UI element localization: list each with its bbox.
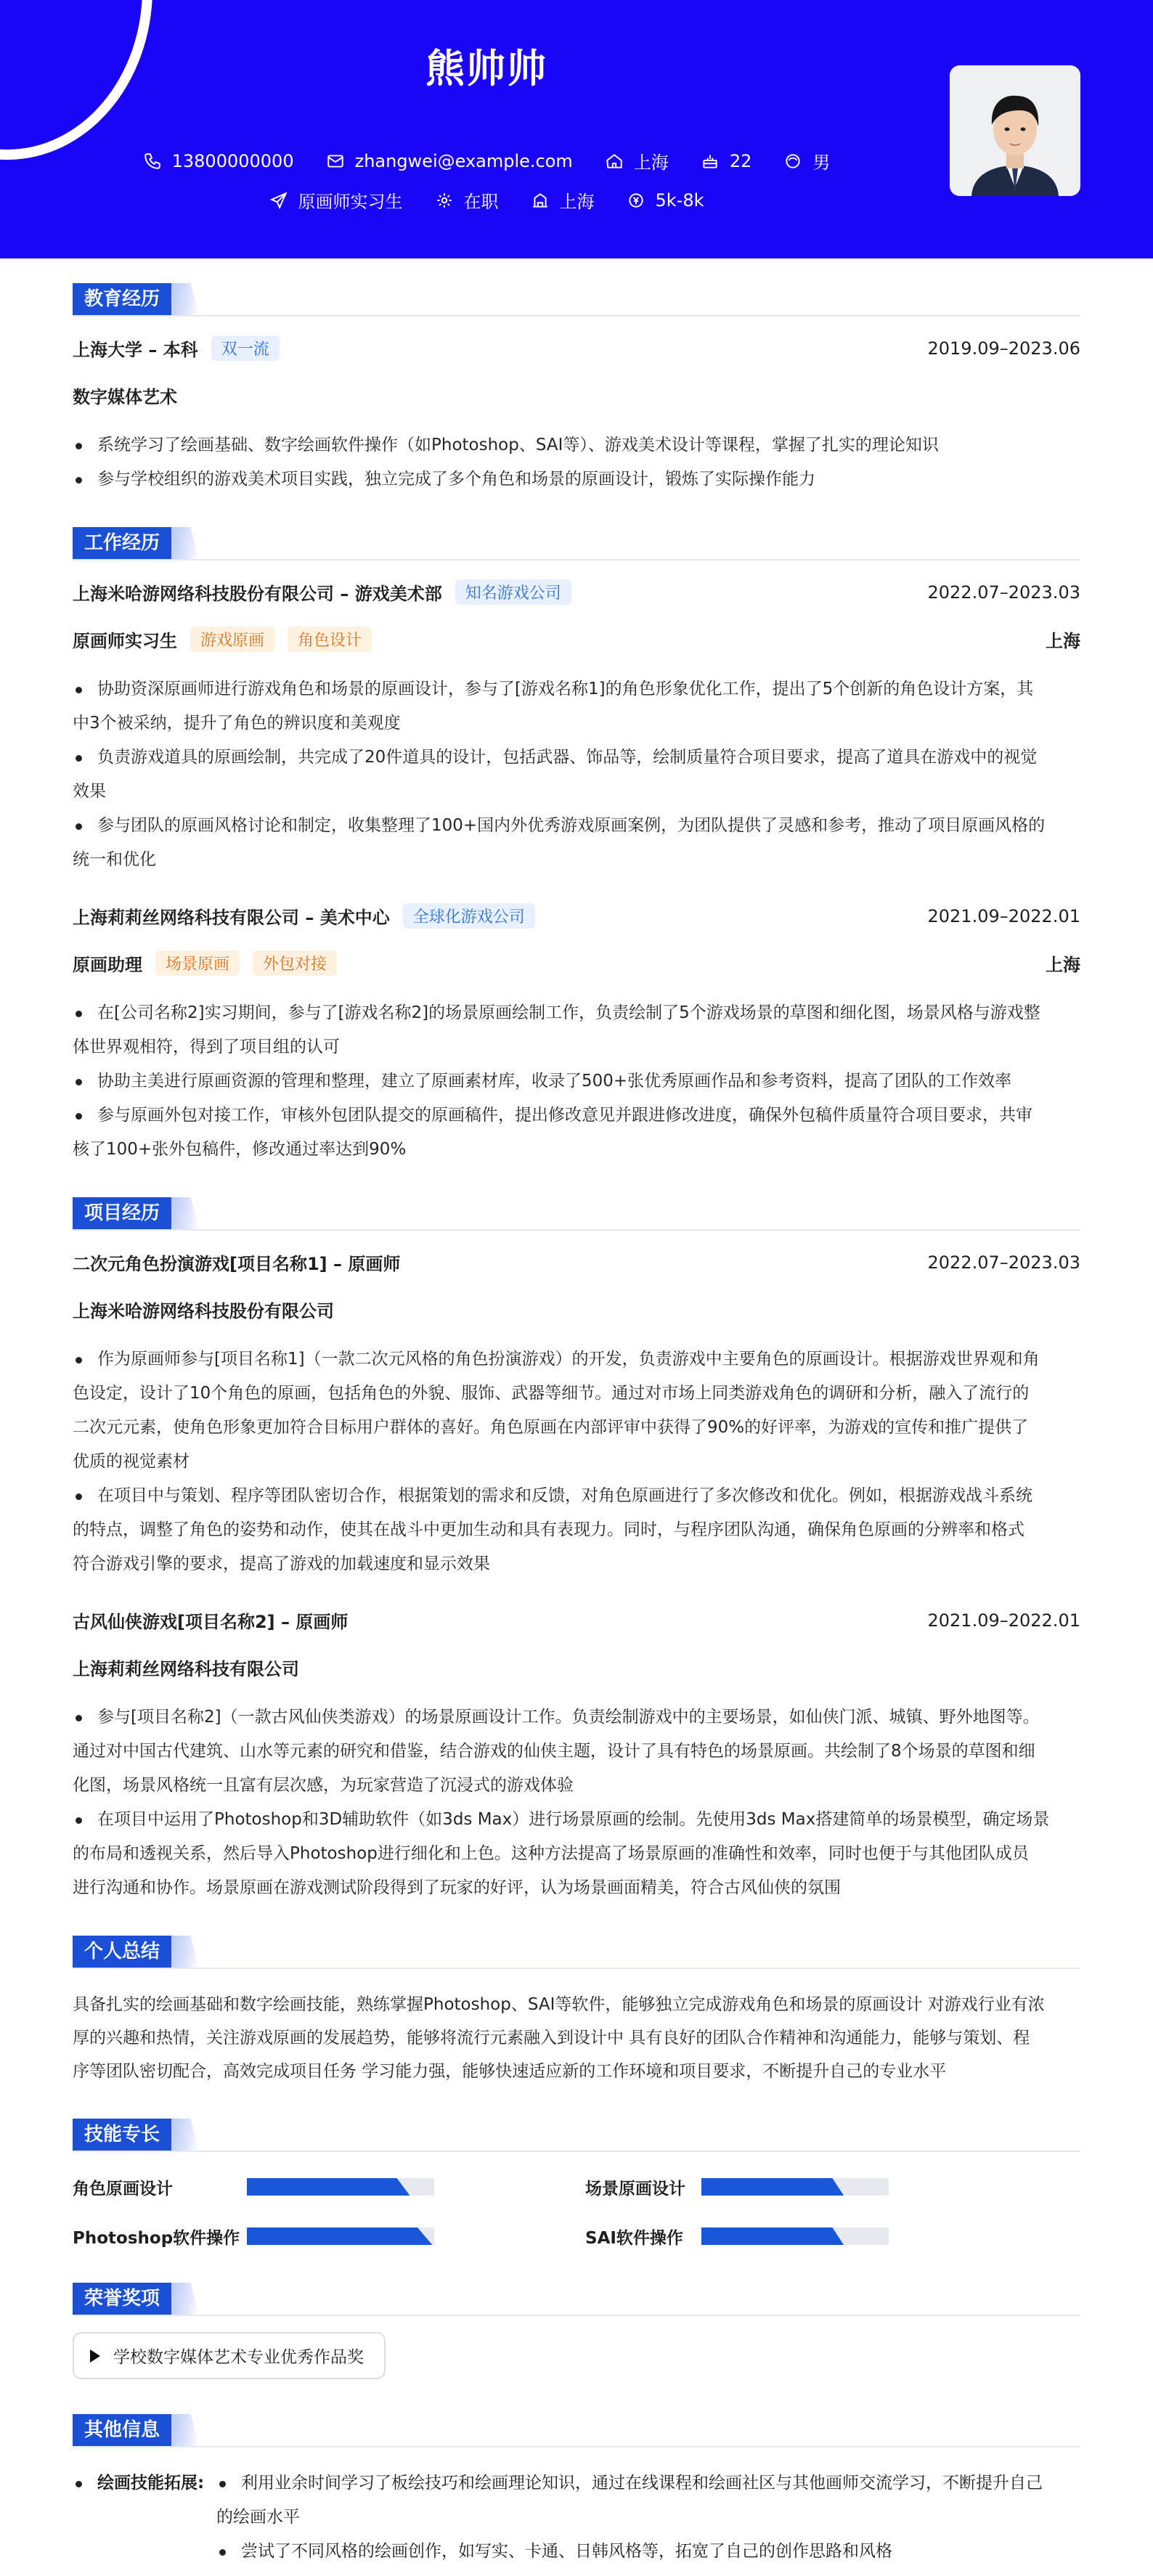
list-item: 协助主美进行原画资源的管理和整理，建立了原画素材库，收录了500+张优秀原画作品和参考资料，提高了团队的工作效率 bbox=[73, 1064, 1080, 1099]
list-item-continued: 色设定，设计了10个角色的原画，包括角色的外貌、服饰、武器等细节。通过对市场上同类游戏角色的调研和分析，融入了流行的 bbox=[73, 1384, 1030, 1403]
section-title-decoration bbox=[171, 2119, 199, 2151]
job-date: 2021.09–2022.01 bbox=[927, 905, 1080, 926]
projects-section bbox=[73, 1196, 1080, 1905]
project-title: 古风仙侠游戏[项目名称2] – 原画师 bbox=[73, 1612, 349, 1632]
job-role-row bbox=[73, 950, 1080, 976]
candidate-name: 熊帅帅 bbox=[425, 46, 547, 91]
send-icon bbox=[269, 191, 288, 210]
list-item-continued: 的特点，调整了角色的姿势和动作，使其在战斗中更加生动和具有表现力。同时，与程序团队沟通，确保角色原画的分辨率和格式 bbox=[73, 1520, 1024, 1539]
phone-icon bbox=[143, 152, 162, 171]
school-tag: 双一流 bbox=[211, 335, 280, 361]
resume-body bbox=[73, 282, 1080, 2576]
job-date: 2022.07–2023.03 bbox=[927, 582, 1080, 603]
education-heading bbox=[73, 282, 1080, 317]
summary-section bbox=[73, 1934, 1080, 2088]
role-tag: 外包对接 bbox=[253, 950, 337, 976]
list-item: 尝试了不同风格的绘画创作，如写实、卡通、日韩风格等，拓宽了自己的创作思路和风格 bbox=[216, 2535, 1043, 2569]
role-tag: 角色设计 bbox=[288, 627, 372, 652]
profile-photo bbox=[950, 65, 1080, 196]
job-location: 上海 bbox=[1046, 955, 1080, 975]
education-details bbox=[73, 428, 1080, 497]
list-item: 参与团队的原画风格讨论和制定，收集整理了100+国内外优秀游戏原画案例，为团队提供了灵感和参考，推动了项目原画风格的 bbox=[73, 809, 1080, 843]
summary-text bbox=[73, 1988, 1080, 2088]
contact-row bbox=[0, 148, 973, 174]
major: 数字媒体艺术 bbox=[73, 387, 177, 407]
other-info-row bbox=[73, 2466, 1080, 2569]
skill-item bbox=[585, 2220, 1080, 2252]
section-title: 教育经历 bbox=[73, 283, 173, 315]
section-title-decoration bbox=[171, 2283, 199, 2315]
project-date: 2021.09–2022.01 bbox=[927, 1610, 1080, 1631]
work-section bbox=[73, 526, 1080, 1167]
project-details bbox=[73, 1700, 1080, 1905]
list-item-continued: 统一和优化 bbox=[73, 850, 156, 869]
other-info-label: 绘画技能拓展: bbox=[73, 2466, 216, 2569]
job-row bbox=[73, 579, 1080, 605]
list-item-continued: 效果 bbox=[73, 782, 106, 801]
mail-icon bbox=[326, 152, 345, 171]
city-text: 上海 bbox=[633, 152, 669, 173]
award-item[interactable] bbox=[73, 2332, 386, 2379]
job-details bbox=[73, 996, 1080, 1167]
triangle-right-icon bbox=[90, 2349, 100, 2363]
phone-item bbox=[143, 151, 294, 171]
skill-name: 场景原画设计 bbox=[585, 2179, 685, 2198]
skill-bar bbox=[247, 2227, 434, 2245]
skills-grid bbox=[73, 2171, 1080, 2252]
gender-icon bbox=[783, 152, 802, 171]
skill-bar-fill bbox=[701, 2227, 844, 2245]
list-item: 协助资深原画师进行游戏角色和场景的原画设计，参与了[游戏名称1]的角色形象优化工作，提出了5个创新的角色设计方案，其 bbox=[73, 672, 1080, 706]
salary-text: 5k-8k bbox=[655, 189, 704, 211]
role-tag: 游戏原画 bbox=[190, 627, 274, 652]
list-item-continued: 的绘画水平 bbox=[216, 2508, 300, 2527]
section-title: 项目经历 bbox=[73, 1197, 173, 1229]
list-item: 参与[项目名称2]（一款古风仙侠类游戏）的场景原画设计工作。负责绘制游戏中的主要场景，如仙侠门派、城镇、野外地图等。 bbox=[73, 1700, 1080, 1735]
list-item: 参与学校组织的游戏美术项目实践，独立完成了多个角色和场景的原画设计，锻炼了实际操作能力 bbox=[73, 462, 1080, 497]
section-title-decoration bbox=[171, 1936, 199, 1968]
skill-item bbox=[73, 2220, 585, 2252]
status-text: 在职 bbox=[463, 192, 499, 212]
list-item-continued: 二次元元素，使角色形象更加符合目标用户群体的喜好。角色原画在内部评审中获得了90%的好评率，为游戏的宣传和推广提供了 bbox=[73, 1418, 1029, 1437]
target-city-item bbox=[531, 187, 595, 213]
education-date: 2019.09–2023.06 bbox=[927, 338, 1080, 359]
status-item bbox=[435, 187, 499, 213]
project-row bbox=[73, 1250, 1080, 1275]
list-item-continued: 符合游戏引擎的要求，提高了游戏的加载速度和显示效果 bbox=[73, 1554, 490, 1573]
section-title-decoration bbox=[171, 1197, 199, 1229]
gender-item bbox=[783, 148, 830, 174]
job-role: 原画师实习生 bbox=[73, 631, 177, 651]
project-details bbox=[73, 1342, 1080, 1581]
job-location: 上海 bbox=[1046, 631, 1080, 651]
section-title: 荣誉奖项 bbox=[73, 2283, 173, 2315]
summary-line: 序等团队密切配合，高效完成项目任务 学习能力强，能够快速适应新的工作环境和项目要求，不断提升自己的专业水平 bbox=[73, 2062, 947, 2081]
award-name: 学校数字媒体艺术专业优秀作品奖 bbox=[113, 2348, 364, 2367]
list-item: 负责游戏道具的原画绘制，共完成了20件道具的设计，包括武器、饰品等，绘制质量符合项目要求，提高了道具在游戏中的视觉 bbox=[73, 741, 1080, 775]
skill-bar bbox=[701, 2178, 889, 2196]
project-company: 上海米哈游网络科技股份有限公司 bbox=[73, 1301, 334, 1321]
section-title: 技能专长 bbox=[73, 2119, 173, 2151]
email-text: zhangwei@example.com bbox=[354, 150, 573, 171]
section-title-decoration bbox=[171, 2414, 199, 2446]
other-section bbox=[73, 2413, 1080, 2569]
gender-text: 男 bbox=[812, 152, 831, 173]
list-item-continued: 中3个被采纳，提升了角色的辨识度和美观度 bbox=[73, 714, 401, 733]
building-icon bbox=[531, 191, 550, 210]
other-info-list bbox=[216, 2466, 1043, 2569]
education-row bbox=[73, 335, 1080, 361]
age-text: 22 bbox=[729, 150, 752, 171]
list-item-continued: 体世界观相符，得到了项目组的认可 bbox=[73, 1038, 340, 1056]
list-item-continued: 通过对中国古代建筑、山水等元素的研究和借鉴，结合游戏的仙侠主题，设计了具有特色的场景原画。共绘制了8个场景的草图和细 bbox=[73, 1742, 1035, 1761]
summary-line: 厚的兴趣和热情，关注游戏原画的发展趋势，能够将流行元素融入到设计中 具有良好的团队合作精神和沟通能力，能够与策划、程 bbox=[73, 2029, 1030, 2047]
salary-item bbox=[627, 190, 704, 211]
skill-bar bbox=[701, 2227, 889, 2245]
section-title-decoration bbox=[171, 283, 199, 315]
work-heading bbox=[73, 526, 1080, 561]
job-role: 原画助理 bbox=[73, 955, 142, 975]
section-title: 工作经历 bbox=[73, 527, 173, 559]
company-name: 上海莉莉丝网络科技有限公司 – 美术中心 bbox=[73, 908, 390, 928]
awards-heading bbox=[73, 2281, 1080, 2316]
city-item bbox=[605, 148, 669, 174]
gear-icon bbox=[435, 191, 454, 210]
list-item-continued: 的布局和透视关系，然后导入Photoshop进行细化和上色。这种方法提高了场景原画的准确性和效率，同时也便于与其他团队成员 bbox=[73, 1844, 1029, 1863]
list-item: 在项目中与策划、程序等团队密切合作，根据策划的需求和反馈，对角色原画进行了多次修改和优化。例如，根据游戏战斗系统 bbox=[73, 1479, 1080, 1513]
summary-line: 具备扎实的绘画基础和数字绘画技能，熟练掌握Photoshop、SAI等软件，能够独立完成游戏角色和场景的原画设计 对游戏行业有浓 bbox=[73, 1995, 1045, 2014]
list-item: 参与原画外包对接工作，审核外包团队提交的原画稿件，提出修改意见并跟进修改进度，确保外包稿件质量符合项目要求，共审 bbox=[73, 1099, 1080, 1133]
home-icon bbox=[605, 152, 624, 171]
summary-heading bbox=[73, 1934, 1080, 1969]
skills-section bbox=[73, 2117, 1080, 2252]
list-item-continued: 优质的视觉素材 bbox=[73, 1452, 190, 1471]
section-title: 个人总结 bbox=[73, 1936, 173, 1968]
phone-text: 13800000000 bbox=[171, 150, 294, 171]
list-item-continued: 化图，场景风格统一且富有层次感，为玩家营造了沉浸式的游戏体验 bbox=[73, 1776, 574, 1795]
company-name: 上海米哈游网络科技股份有限公司 – 游戏美术部 bbox=[73, 584, 442, 604]
skill-item bbox=[585, 2171, 1080, 2203]
list-item-continued: 核了100+张外包稿件，修改通过率达到90% bbox=[73, 1140, 407, 1159]
list-item: 在项目中运用了Photoshop和3D辅助软件（如3ds Max）进行场景原画的绘制。先使用3ds Max搭建简单的场景模型，确定场景 bbox=[73, 1803, 1080, 1837]
skill-name: Photoshop软件操作 bbox=[73, 2228, 240, 2248]
coin-icon bbox=[627, 191, 645, 210]
list-item: 在[公司名称2]实习期间，参与了[游戏名称2]的场景原画绘制工作，负责绘制了5个游戏场景的草图和细化图，场景风格与游戏整 bbox=[73, 996, 1080, 1030]
school-name: 上海大学 – 本科 bbox=[73, 340, 198, 360]
section-title-decoration bbox=[171, 527, 199, 559]
projects-heading bbox=[73, 1196, 1080, 1231]
education-section bbox=[73, 282, 1080, 497]
age-item bbox=[701, 151, 752, 171]
list-item-continued: 进行沟通和协作。场景原画在游戏测试阶段得到了玩家的好评，认为场景画面精美，符合古风仙侠的氛围 bbox=[73, 1878, 841, 1897]
skill-name: 角色原画设计 bbox=[73, 2179, 173, 2198]
project-company: 上海莉莉丝网络科技有限公司 bbox=[73, 1659, 299, 1679]
company-tag: 知名游戏公司 bbox=[455, 579, 571, 605]
project-row bbox=[73, 1607, 1080, 1633]
cake-icon bbox=[701, 152, 720, 171]
skills-heading bbox=[73, 2117, 1080, 2152]
list-item: 利用业余时间学习了板绘技巧和绘画理论知识，通过在线课程和绘画社区与其他画师交流学习，不断提升自己 bbox=[216, 2466, 1043, 2500]
other-heading bbox=[73, 2413, 1080, 2447]
company-tag: 全球化游戏公司 bbox=[403, 903, 535, 929]
skill-bar bbox=[247, 2178, 434, 2196]
job-target-item bbox=[269, 187, 403, 213]
skill-bar-fill bbox=[701, 2178, 844, 2196]
skill-bar-fill bbox=[247, 2178, 410, 2196]
project-title: 二次元角色扮演游戏[项目名称1] – 原画师 bbox=[73, 1254, 401, 1274]
job-row bbox=[73, 903, 1080, 929]
job-intent-row bbox=[0, 187, 973, 213]
awards-section bbox=[73, 2281, 1080, 2384]
skill-name: SAI软件操作 bbox=[585, 2228, 683, 2248]
target-city-text: 上海 bbox=[559, 192, 595, 212]
project-date: 2022.07–2023.03 bbox=[927, 1252, 1080, 1273]
role-tag: 场景原画 bbox=[155, 950, 240, 976]
job-details bbox=[73, 672, 1080, 877]
job-role-row bbox=[73, 627, 1080, 652]
list-item: 作为原画师参与[项目名称1]（一款二次元风格的角色扮演游戏）的开发，负责游戏中主要角色的原画设计。根据游戏世界观和角 bbox=[73, 1342, 1080, 1377]
list-item: 系统学习了绘画基础、数字绘画软件操作（如Photoshop、SAI等）、游戏美术设计等课程，掌握了扎实的理论知识 bbox=[73, 428, 1080, 462]
skill-item bbox=[73, 2171, 585, 2203]
section-title: 其他信息 bbox=[73, 2414, 173, 2446]
job-target-text: 原画师实习生 bbox=[298, 192, 403, 212]
skill-bar-fill bbox=[247, 2227, 432, 2245]
email-item bbox=[326, 151, 573, 171]
resume-header bbox=[0, 0, 1153, 258]
